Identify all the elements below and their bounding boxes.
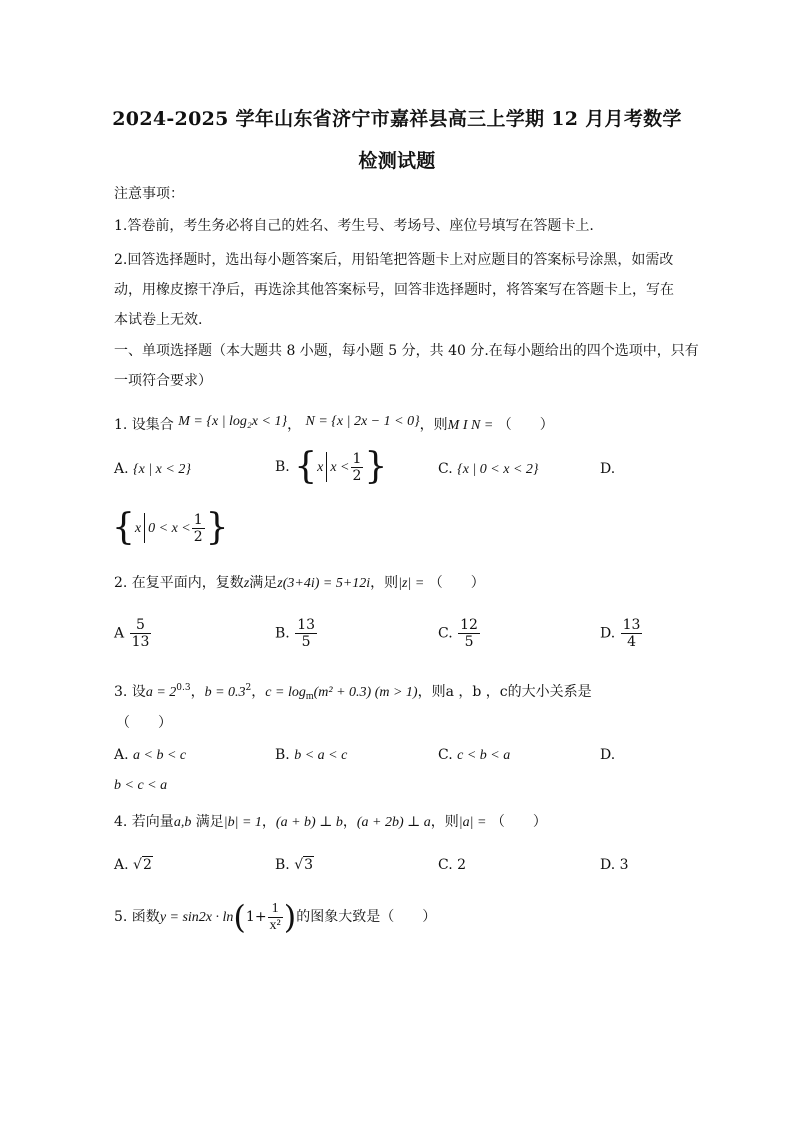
q2-option-b: [275, 617, 318, 650]
q3-option-b: [275, 745, 347, 766]
q4-option-c-text: 2: [457, 857, 467, 873]
q5-lparen: (: [233, 898, 246, 936]
q5-function: y = sin2x · ln: [159, 910, 234, 925]
q5-fraction: $\frac{1}{\text{x²}}$: [269, 900, 281, 933]
q1-option-d-label: D.: [600, 461, 616, 477]
q4-option-d-label: D.: [600, 857, 616, 873]
q4-option-a-label: A.: [114, 857, 129, 873]
q3-option-a: [114, 745, 186, 766]
q1-option-c-label: C.: [438, 461, 453, 477]
q1-option-d-cond: 0 < x <: [148, 521, 191, 536]
q2-z: z: [243, 576, 250, 591]
q3-option-b-text: b < a < c: [294, 748, 348, 763]
q1-answer-paren: （ ）: [497, 417, 554, 433]
q1-sep: ，: [287, 417, 302, 433]
q3-option-b-label: B.: [275, 747, 290, 763]
q1-option-d-rbrace: }: [205, 507, 229, 548]
q1-expr: M I N =: [447, 418, 494, 433]
q1-option-b-cond: x <: [330, 460, 350, 475]
q3-option-d-label: D.: [600, 747, 616, 763]
q2-option-a-frac: $\frac{5}{13}$: [131, 617, 150, 650]
q4-option-a: A. √2: [114, 857, 152, 873]
q4-ask: ，则: [430, 814, 459, 830]
q4-stem: 4. 若向量a,b 满足|b| = 1，(a + b) ⊥ b，(a + 2b) ⊥ a，则|a| = （ ）: [114, 814, 547, 830]
q1-set-n: N = {x | 2x − 1 < 0}: [305, 414, 420, 429]
q2-option-d: [600, 617, 643, 650]
q1-option-d-x: x: [134, 521, 142, 536]
q1-option-b-label: B.: [275, 459, 290, 475]
q4-option-b-sqrt: 3: [304, 857, 314, 873]
q2-option-d-frac: $\frac{13}{4}$: [622, 617, 641, 650]
q4-cond-2: (a + b) ⊥ b: [275, 815, 343, 830]
q1-option-c-text: {x | 0 < x < 2}: [457, 462, 539, 477]
q3-option-d-text: b < c < a: [114, 778, 168, 793]
q4-cond-word: 满足: [195, 814, 224, 830]
q2-option-a-label: A: [114, 625, 125, 642]
q1-option-d-lbrace: {: [112, 507, 135, 548]
q1-prefix: 1. 设集合: [114, 417, 174, 433]
q1-set-m: M = {x | log₂x < 1}: [178, 414, 288, 429]
q2-option-b-frac: $\frac{13}{5}$: [297, 617, 316, 650]
q2-ask: ，则: [370, 575, 399, 591]
q1-ask: ，则: [419, 417, 448, 433]
q4-option-d-text: 3: [619, 857, 629, 873]
q1-option-b-lbrace: {: [294, 446, 318, 487]
q1-option-b-frac: $\frac{1}{2}$: [352, 450, 362, 484]
q3-stem: 3. 设$a = 2^{0.3}$，$b = 0.3^2$，$c = \log_m(m^2 + 0.3) (m > 1)$，则a ，b ，c的大小关系是: [114, 683, 592, 702]
q5-prefix: 5. 函数: [114, 909, 160, 925]
q2-option-a: [114, 617, 152, 650]
q3-option-a-label: A.: [114, 747, 129, 763]
q3-c-def: c = log: [265, 685, 306, 700]
q4-option-c: [438, 855, 466, 875]
q4-vectors: a,b: [173, 815, 192, 830]
q1-option-b-x: x: [317, 460, 324, 475]
notice-item-2-line-b: 动，用橡皮擦干净后，再选涂其他答案标号，回答非选择题时，将答案写在答题卡上，写在: [114, 282, 674, 298]
q2-text: 2. 在复平面内，复数: [114, 575, 244, 591]
q1-option-a-label: A.: [114, 461, 129, 477]
q3-prefix: 3. 设: [114, 684, 146, 700]
q3-a-def: a = 2: [145, 685, 177, 700]
q2-option-d-label: D.: [600, 625, 616, 642]
q1-option-a: [114, 459, 191, 480]
notice-heading: 注意事项：: [114, 186, 184, 202]
q3-b-exp: 2: [245, 683, 252, 693]
q3-option-c-text: c < b < a: [457, 748, 511, 763]
q3-option-a-text: a < b < c: [133, 748, 187, 763]
q4-prefix: 4. 若向量: [114, 814, 174, 830]
q2-option-c-label: C.: [438, 625, 453, 642]
q1-option-d-frac: $\frac{1}{2}$: [193, 511, 203, 545]
q3-answer-paren: （ ）: [116, 715, 172, 731]
q2-stem: [114, 573, 485, 594]
q4-expr: |a| =: [458, 815, 487, 830]
q2-condition: z(3+4i) = 5+12i: [277, 576, 371, 591]
section-heading-line-b: 一项符合要求）: [114, 373, 212, 389]
q1-option-a-text: {x | x < 2}: [133, 462, 191, 477]
q1-option-b-rbrace: }: [364, 446, 388, 487]
q3-b-def: b = 0.3: [204, 685, 246, 700]
exam-title-line2: 检测试题: [358, 150, 436, 172]
q1-option-d: [112, 507, 229, 548]
q4-option-b-label: B.: [275, 857, 290, 873]
q1-option-b-bar: [326, 452, 327, 482]
q3-a-exp: 0.3: [176, 683, 191, 693]
q2-option-c: [438, 617, 481, 650]
q4-option-d: [600, 855, 629, 875]
q3-ask: ，则a ，b ，c的大小关系是: [417, 684, 592, 700]
q4-answer-paren: （ ）: [490, 814, 547, 830]
q2-answer-paren: （ ）: [428, 575, 485, 591]
q4-option-a-sqrt: 2: [142, 857, 152, 873]
notice-item-2-line-a: 2.回答选择题时，选出每小题答案后，用铅笔把答题卡上对应题目的答案标号涂黑，如需改: [114, 252, 674, 268]
q4-option-b: B. √3: [275, 857, 314, 873]
q2-expr: |z| =: [398, 576, 425, 591]
q2-option-c-frac: $\frac{12}{5}$: [460, 617, 478, 650]
q2-option-b-label: B.: [275, 625, 290, 642]
q5-inner-one: 1+: [245, 909, 267, 925]
notice-item-1: 1.答卷前，考生务必将自己的姓名、考生号、考场号、座位号填写在答题卡上.: [114, 218, 594, 234]
notice-item-2-line-c: 本试卷上无效.: [114, 312, 203, 328]
q4-cond-3: (a + 2b) ⊥ a: [356, 815, 431, 830]
q4-option-c-label: C.: [438, 857, 453, 873]
q4-cond-1: |b| = 1: [223, 815, 262, 830]
q5-rparen: ): [283, 898, 297, 936]
q1-option-c: [438, 459, 539, 480]
q3-option-c-label: C.: [438, 747, 453, 763]
exam-title-line1: 2024-2025 学年山东省济宁市嘉祥县高三上学期 12 月月考数学: [112, 108, 682, 130]
q1-option-b: [275, 446, 388, 487]
q5-stem: [114, 900, 436, 935]
q3-c-arg: (m² + 0.3) (m > 1): [313, 685, 418, 700]
q1-stem: [114, 412, 554, 436]
q1-option-d-bar: [144, 513, 145, 543]
section-heading-line-a: 一、单项选择题（本大题共 8 小题，每小题 5 分，共 40 分.在每小题给出的四个选项中，只有: [114, 343, 699, 359]
q3-option-c: [438, 745, 510, 766]
q5-suffix: 的图象大致是（ ）: [296, 909, 437, 925]
q2-cond-word: 满足: [249, 575, 278, 591]
q3-c-base: m: [305, 691, 314, 702]
